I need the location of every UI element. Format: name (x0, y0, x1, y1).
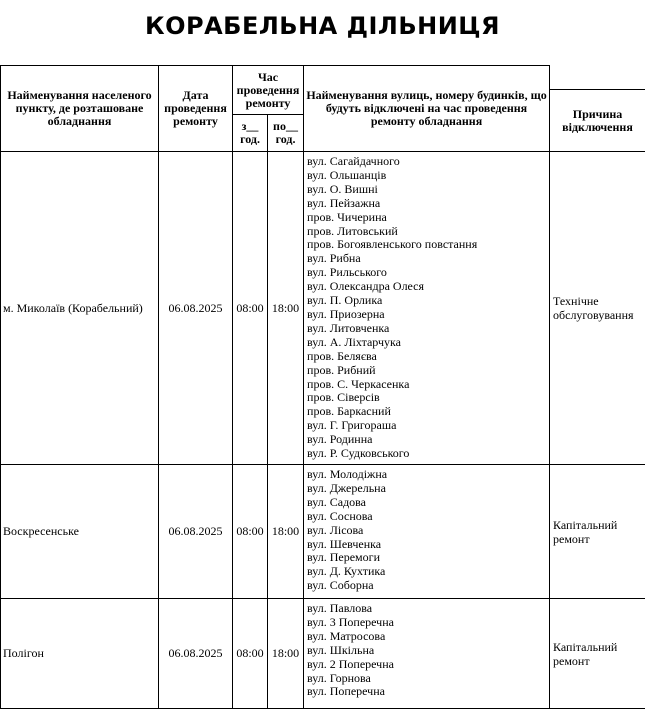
street-item: вул. Садова (307, 496, 549, 510)
street-item: пров. Беляєва (307, 350, 549, 364)
table-row (1, 152, 645, 465)
street-item: пров. Чичерина (307, 211, 549, 225)
date-cell: 06.08.2025 (159, 152, 233, 465)
reason-cell: Капітальний ремонт (550, 599, 645, 709)
time-from-cell: 08:00 (233, 152, 268, 465)
reason-cell: Технічне обслуговування (550, 152, 645, 465)
time-to-cell: 18:00 (268, 465, 304, 599)
street-item: вул. П. Орлика (307, 294, 549, 308)
street-item: вул. Ольшанців (307, 169, 549, 183)
time-from-cell: 08:00 (233, 599, 268, 709)
street-item: вул. Соснова (307, 510, 549, 524)
header-settlement: Найменування населеного пункту, де розташоване обладнання (1, 66, 159, 152)
street-item: пров. С. Черкасенка (307, 378, 549, 392)
street-item: вул. Олександра Олеся (307, 280, 549, 294)
street-item: вул. Шевченка (307, 538, 549, 552)
street-item: вул. Лісова (307, 524, 549, 538)
settlement-cell: Воскресенське (1, 465, 159, 599)
time-to-cell: 18:00 (268, 599, 304, 709)
street-item: пров. Баркасний (307, 405, 549, 419)
streets-cell (304, 599, 550, 709)
street-item: вул. Рильського (307, 266, 549, 280)
header-time-group: Час проведення ремонту (233, 66, 304, 115)
street-item: вул. Перемоги (307, 551, 549, 565)
street-item: вул. Родинна (307, 433, 549, 447)
settlement-cell: м. Миколаїв (Корабельний) (1, 152, 159, 465)
street-item: вул. А. Ліхтарчука (307, 336, 549, 350)
time-to-cell: 18:00 (268, 152, 304, 465)
street-item: вул. Рибна (307, 252, 549, 266)
time-from-cell: 08:00 (233, 465, 268, 599)
street-item: вул. Молодіжна (307, 468, 549, 482)
streets-cell (304, 152, 550, 465)
street-item: вул. Горнова (307, 672, 549, 686)
table-row (1, 465, 645, 599)
street-item: вул. Д. Кухтика (307, 565, 549, 579)
reason-cell: Капітальний ремонт (550, 465, 645, 599)
street-item: вул. Матросова (307, 630, 549, 644)
header-time-to: по__ год. (268, 115, 304, 152)
outage-schedule-table (0, 65, 645, 709)
table-row (1, 599, 645, 709)
street-item: пров. Богоявленського повстання (307, 238, 549, 252)
street-item: вул. 2 Поперечна (307, 658, 549, 672)
street-item: вул. О. Вишні (307, 183, 549, 197)
page-title: КОРАБЕЛЬНА ДІЛЬНИЦЯ (0, 12, 645, 40)
street-item: вул. Литовченка (307, 322, 549, 336)
street-item: пров. Рибний (307, 364, 549, 378)
streets-cell (304, 465, 550, 599)
street-item: вул. Шкільна (307, 644, 549, 658)
street-item: вул. Пейзажна (307, 197, 549, 211)
header-date: Дата проведення ремонту (159, 66, 233, 152)
street-item: вул. Павлова (307, 602, 549, 616)
street-item: вул. Соборна (307, 579, 549, 593)
street-item: вул. Сагайдачного (307, 155, 549, 169)
street-item: вул. Г. Григораша (307, 419, 549, 433)
header-streets: Найменування вулиць, номеру будинків, що будуть відключені на час проведення ремонту обладнання (304, 66, 550, 152)
header-time-from: з__ год. (233, 115, 268, 152)
street-item: вул. Джерельна (307, 482, 549, 496)
street-item: вул. Приозерна (307, 308, 549, 322)
street-item: пров. Литовський (307, 225, 549, 239)
date-cell: 06.08.2025 (159, 465, 233, 599)
street-item: вул. Поперечна (307, 685, 549, 699)
header-blank (550, 66, 645, 90)
street-item: пров. Сіверсів (307, 391, 549, 405)
street-item: вул. 3 Поперечна (307, 616, 549, 630)
street-item: вул. Р. Судковського (307, 447, 549, 461)
settlement-cell: Полігон (1, 599, 159, 709)
header-reason: Причина відключення (550, 90, 645, 152)
date-cell: 06.08.2025 (159, 599, 233, 709)
